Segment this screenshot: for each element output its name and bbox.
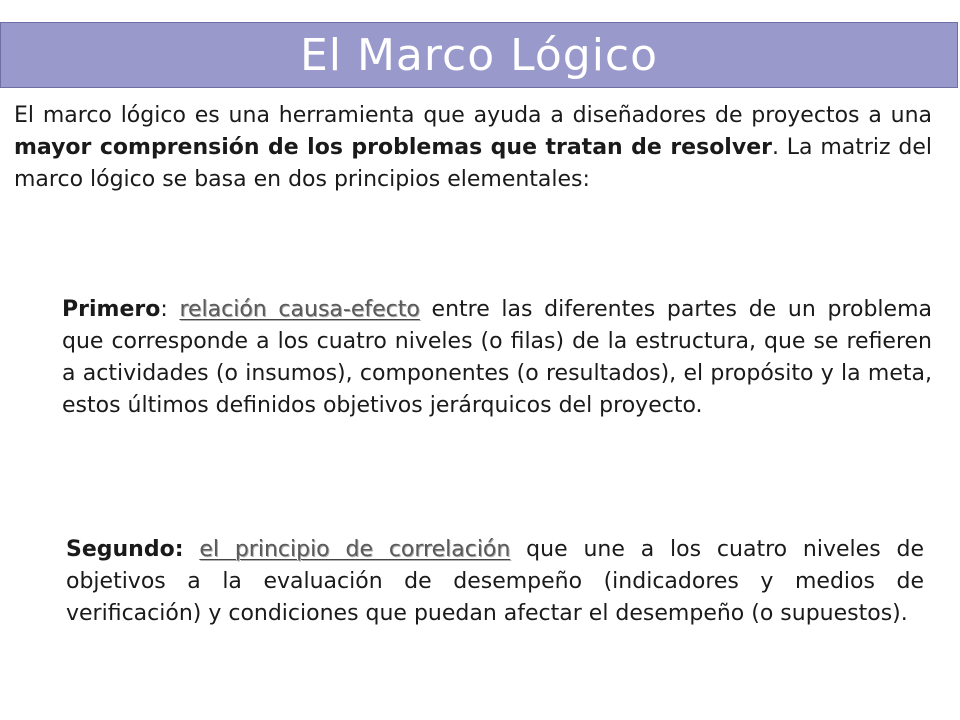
- intro-text-end: . La matriz del marco lógico se basa en dos principios elementales:: [14, 135, 932, 192]
- title-bar: [0, 22, 958, 88]
- intro-text-start: El marco lógico es una herramienta que ayuda a diseñadores de proyectos a una: [14, 103, 932, 128]
- first-principle-separator: :: [160, 297, 180, 322]
- second-principle-lead: Segundo:: [66, 537, 184, 562]
- correlation-principle-term: el principio de correlación: [199, 537, 511, 562]
- cause-effect-term: relación causa-efecto: [179, 297, 420, 322]
- intro-paragraph: [14, 100, 932, 196]
- intro-bold-text: mayor comprensión de los problemas que tratan de resolver: [14, 135, 772, 160]
- first-principle-paragraph: [62, 294, 932, 422]
- first-principle-text: entre las diferentes partes de un problema que corresponde a los cuatro niveles (o filas) de la estructura, que se refieren a actividades (o insumos), componentes (o resultados), el propósito y la meta, estos últimos definidos objetivos jerárquicos del proyecto.: [62, 297, 932, 418]
- second-principle-text: que une a los cuatro niveles de objetivos a la evaluación de desempeño (indicadores y medios de verificación) y condiciones que puedan afectar el desempeño (o supuestos).: [66, 537, 924, 626]
- slide-title: El Marco Lógico: [299, 29, 659, 81]
- second-principle-paragraph: [66, 534, 924, 630]
- first-principle-lead: Primero: [62, 297, 161, 322]
